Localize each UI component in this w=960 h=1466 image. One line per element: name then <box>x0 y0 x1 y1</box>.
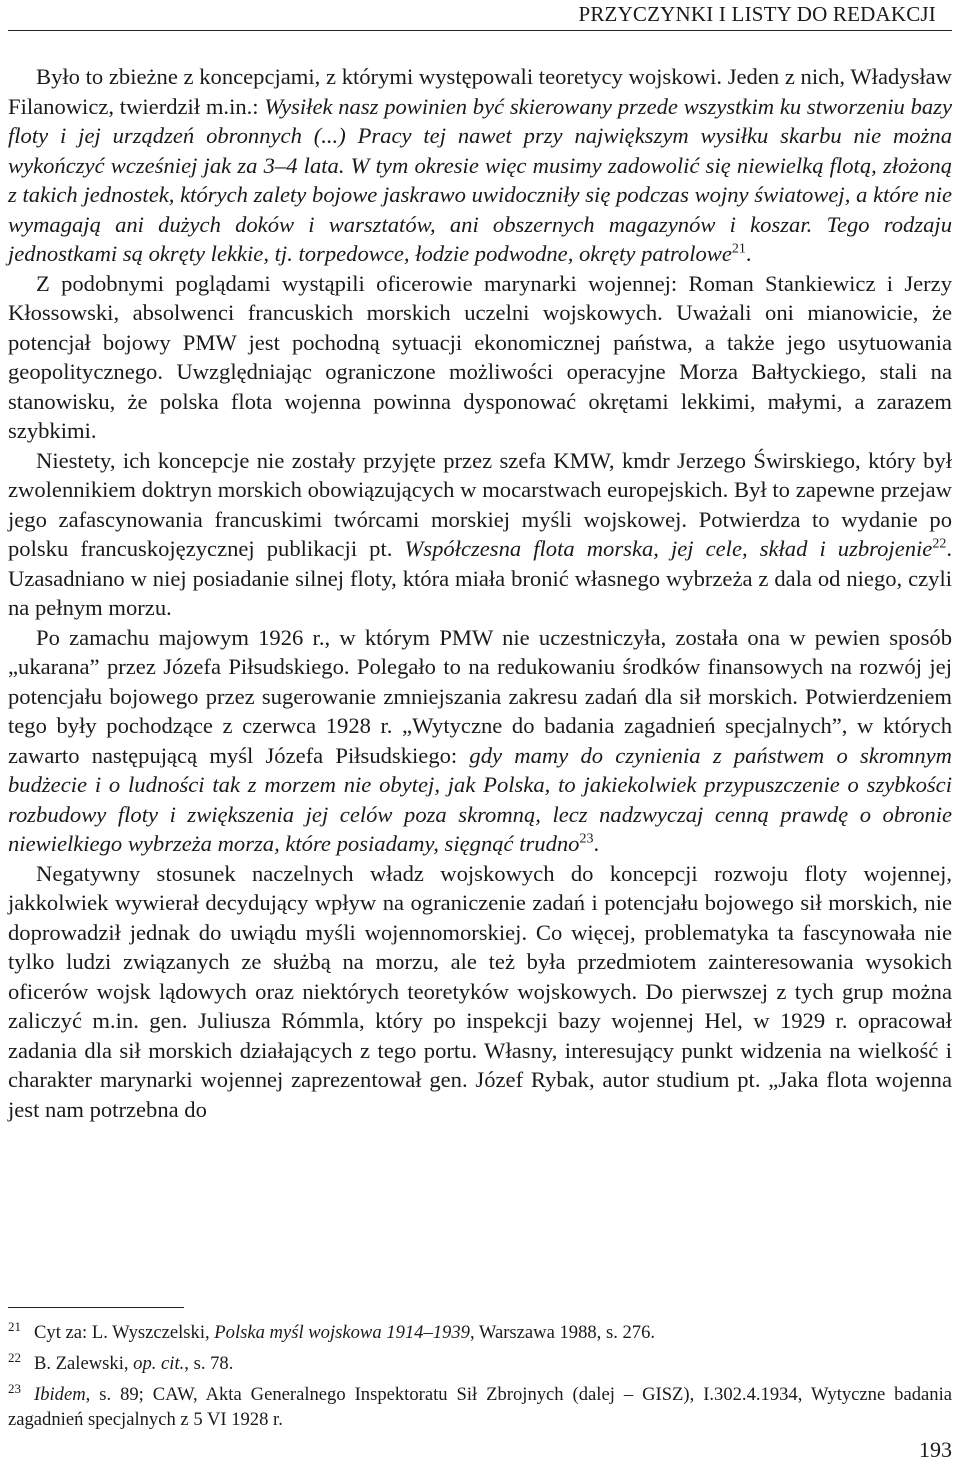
footnotes <box>8 1314 952 1432</box>
quote-pilsudski: gdy mamy do czynienia z państwem o skromnym budżecie i o ludności tak z morzem nie obytej, jak Polska, to jakiekolwiek przypuszczenie o szybkości rozbudowy floty i zwiększenia jej celów poza skromną, lecz nadzwyczaj cenną prawdę o obronie niewielkiego wybrzeża morza, które posiadamy, sięgnąć trudno <box>8 742 952 856</box>
footnote-text-end: , s. 78. <box>184 1353 234 1374</box>
paragraph-3-end: . Uzasadniano w niej posiadanie silnej floty, która miała bronić własnego wybrzeża z dala od niego, czyli na pełnym morzu. <box>8 536 952 620</box>
footnote-ref-22[interactable]: 22 <box>932 536 947 552</box>
running-header-title: PRZYCZYNKI I LISTY DO REDAKCJI <box>578 2 936 26</box>
paragraph-3 <box>8 446 952 623</box>
paragraph-5-text: Negatywny stosunek naczelnych władz wojskowych do koncepcji rozwoju floty wojennej, jakkolwiek wywierał decydujący wpływ na ograniczenie zadań i potencjału bojowego sił morskich, nie doprowadził jednak do uwiądu myśli wojennomorskiej. Co więcej, problematyka ta fascynowała nie tylko ludzi związanych ze służbą na morzu, ale też była przedmiotem zainteresowania wysokich oficerów wojsk lądowych oraz niektórych teoretyków wojskowych. Do pierwszej z tych grup można zaliczyć m.in. gen. Juliusza Rómmla, który po inspekcji bazy wojennej Hel, w 1929 r. opracował zadania dla sił morskich działających z tego portu. Własny, interesujący punkt widzenia na wielkość i charakter marynarki wojennej zaprezentował gen. Józef Rybak, autor studium pt. „Jaka flota wojenna jest nam potrzebna do <box>8 860 952 1122</box>
main-text <box>8 62 952 1124</box>
footnote-number: 21 <box>8 1319 21 1334</box>
footnote-text-end: , Warszawa 1988, s. 276. <box>469 1322 656 1343</box>
footnote-21 <box>8 1314 952 1345</box>
footnote-ref-23[interactable]: 23 <box>579 831 594 847</box>
footnote-ibidem: Ibidem <box>34 1384 86 1405</box>
page-number: 193 <box>919 1437 952 1462</box>
paragraph-4 <box>8 623 952 859</box>
publication-title: Współczesna flota morska, jej cele, skład i uzbrojenie <box>404 536 933 561</box>
footnote-22 <box>8 1345 952 1376</box>
footnote-text: , s. 89; CAW, Akta Generalnego Inspektoratu Sił Zbrojnych (dalej – GISZ), I.302.4.1934, Wytyczne badania zagadnień specjalnych z 5 VI 1928 r. <box>8 1384 952 1430</box>
paragraph-2-text: Z podobnymi poglądami wystąpili oficerowie marynarki wojennej: Roman Stankiewicz i Jerzy Kłossowski, absolwenci francuskich morskich uczelni wojskowych. Uważali oni mianowicie, że potencjał bojowy PMW jest pochodną sytuacji ekonomicznej państwa, a także jego usytuowania geopolitycznego. Uwzględniając ograniczone możliwości operacyjne Morza Bałtyckiego, stali na stanowisku, że polska flota wojenna powinna dysponować okrętami lekkimi, małymi, a zarazem szybkimi. <box>8 270 952 443</box>
paragraph-1-text: Było to zbieżne z koncepcjami, z którymi występowali teoretycy wojskowi. Jeden z nich, Władysław Filanowicz, twierdził m.in.: <box>8 64 952 119</box>
paragraph-4-end: . <box>593 831 600 856</box>
footnote-text: B. Zalewski, <box>34 1353 134 1374</box>
paragraph-4-text: Po zamachu majowym 1926 r., w którym PMW nie uczestniczyła, została ona w pewien sposób „ukarana” przez Józefa Piłsudskiego. Polegało to na redukowaniu środków finansowych na rozwój jej potencjału bojowego przez sugerowanie zmniejszania zakresu zadań dla sił morskich. Potwierdzeniem tego były pochodzące z czerwca 1928 r. „Wytyczne do badania zagadnień specjalnych”, w których zawarto następującą myśl Józefa Piłsudskiego: <box>8 624 952 768</box>
footnote-number: 23 <box>8 1381 21 1396</box>
header-rule <box>8 30 952 31</box>
running-header <box>0 0 960 34</box>
footnote-number: 22 <box>8 1350 21 1365</box>
footnote-rule <box>8 1307 184 1308</box>
footnote-op-cit: op. cit. <box>133 1353 185 1374</box>
footnote-23 <box>8 1376 952 1432</box>
footnote-ref-21[interactable]: 21 <box>731 241 746 257</box>
footnote-book-title: Polska myśl wojskowa 1914–1939 <box>214 1322 470 1343</box>
paragraph-2 <box>8 269 952 446</box>
paragraph-1 <box>8 62 952 269</box>
paragraph-5 <box>8 859 952 1125</box>
footnote-text: Cyt za: L. Wyszczelski, <box>34 1322 215 1343</box>
paragraph-3-text: Niestety, ich koncepcje nie zostały przyjęte przez szefa KMW, kmdr Jerzego Świrskiego, który był zwolennikiem doktryn morskich obowiązujących w mocarstwach europejskich. Był to zapewne przejaw jego zafascynowania francuskimi twórcami morskiej myśli wojskowej. Potwierdza to wydanie po polsku francuskojęzycznej publikacji pt. <box>8 447 952 561</box>
quote-filanowicz: Wysiłek nasz powinien być skierowany przede wszystkim ku stworzeniu bazy floty i jej urządzeń obronnych (...) Pracy tej nawet przy największym wysiłku skarbu nie można wykończyć wcześniej jak za 3–4 lata. W tym okresie więc musimy zadowolić się niewielką flotą, złożoną z takich jednostek, których zalety bojowe jaskrawo uwidoczniły się podczas wojny światowej, a które nie wymagają ani dużych doków i warsztatów, ani obszernych magazynów i koszar. Tego rodzaju jednostkami są okręty lekkie, tj. torpedowce, łodzie podwodne, okręty patrolowe <box>8 93 952 266</box>
paragraph-1-end: . <box>745 241 752 266</box>
